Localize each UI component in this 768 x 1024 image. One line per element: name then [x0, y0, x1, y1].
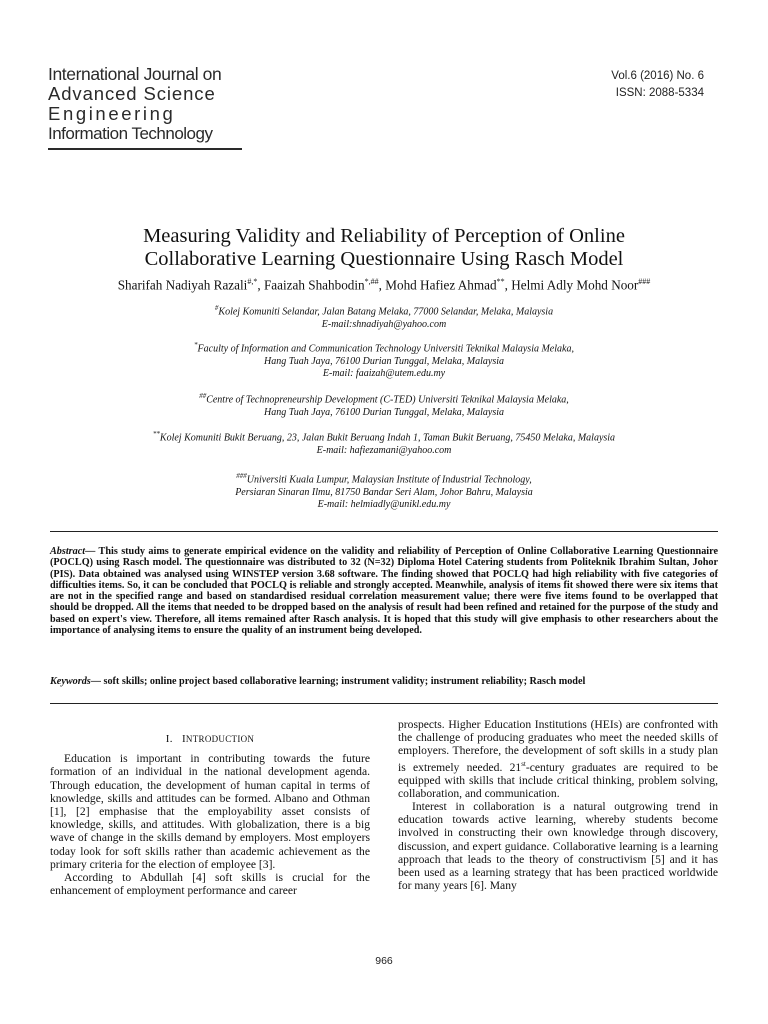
journal-name-line4: Information Technology — [48, 124, 213, 143]
author-name: Sharifah Nadiyah Razali — [117, 277, 248, 293]
volume-info: Vol.6 (2016) No. 6 — [611, 70, 704, 82]
section-title-rest: NTRODUCTION — [185, 734, 255, 744]
paragraph-text: -century graduates are required to be equipped with skills that include critical thinking, problem solving, collaboration, and communication. — [398, 760, 718, 800]
author-name: Helmi Adly Mohd Noor — [511, 277, 639, 293]
journal-name-line2: Advanced Science — [48, 83, 216, 104]
author-mark: *,## — [364, 277, 379, 286]
affiliation-mark: # — [214, 304, 219, 312]
divider-top — [50, 531, 718, 532]
affiliation-line: Centre of Technopreneurship Development (C-TED) Universiti Teknikal Malaysia Melaka, — [206, 394, 569, 406]
paragraph: Education is important in contributing towards the future formation of an individual in the national development agenda. Through education, the development of human capital in terms of knowledge, skills and attitudes can be formed. Albano and Othman [1], [2] emphasise that the employability asset consists of knowledge, skills, and attitudes. With globalization, there is a big wave of change in the skills demand by employers. Most employers today look for soft skills rather than academic achievement as the primary criteria for the election of employee [3]. — [50, 752, 370, 871]
paragraph: Interest in collaboration is a natural outgrowing trend in education towards active learning, whereby students become involved in constructing their own knowledge through discovery, discussion, and expert guidance. Collaborative learning is a learning approach that leads to the theory of constructivism [5] and it has been used as a learning strategy that has been practiced worldwide for many years [6]. Many — [398, 800, 718, 893]
journal-name-line1: International Journal on — [48, 64, 222, 84]
paper-title — [0, 225, 768, 271]
affiliation-mark: ### — [236, 472, 247, 480]
affiliation-line: Persiaran Sinaran Ilmu, 81750 Bandar Seri Alam, Johor Bahru, Malaysia — [235, 486, 533, 498]
superscript: st — [521, 759, 526, 768]
section-title-initial: I — [181, 733, 186, 745]
affiliation-line: Kolej Komuniti Bukit Beruang, 23, Jalan Bukit Beruang Indah 1, Taman Bukit Beruang, 75450 Melaka, Malaysia — [159, 432, 616, 444]
journal-logo — [48, 64, 248, 150]
title-line-1: Measuring Validity and Reliability of Perception of Online — [143, 225, 625, 247]
abstract — [50, 546, 718, 636]
affiliation-2 — [0, 339, 768, 381]
author-name: Mohd Hafiez Ahmad — [385, 277, 497, 293]
paragraph — [398, 718, 718, 800]
affiliation-email: E-mail: helmiadly@unikl.edu.my — [317, 499, 451, 511]
affiliation-mark: ## — [199, 392, 207, 400]
author-sep: , — [504, 277, 512, 293]
affiliation-email: E-mail:shnadiyah@yahoo.com — [321, 318, 447, 330]
author-sep: , — [378, 277, 386, 293]
journal-name-line3: Engineering — [48, 103, 176, 124]
section-number: I. — [165, 733, 173, 745]
author-name: Faaizah Shahbodin — [263, 277, 365, 293]
abstract-label: Abstract — [50, 546, 86, 557]
issn-info: ISSN: 2088-5334 — [615, 87, 704, 99]
affiliation-email: E-mail: faaizah@utem.edu.my — [322, 368, 446, 380]
left-column — [50, 733, 370, 897]
affiliation-1 — [0, 302, 768, 331]
logo-underline — [48, 148, 242, 150]
keywords — [50, 676, 718, 687]
keywords-label: Keywords — [50, 676, 91, 687]
affiliation-line: Faculty of Information and Communication Technology Universiti Teknikal Malaysia Melaka, — [197, 343, 574, 355]
abstract-text: — This study aims to generate empirical evidence on the validity and reliability of Perception of Online Collaborative Learning Questionnaire (POCLQ) using Rasch model. The questionnaire was distributed to 32 (N=32) Diploma Hotel Catering students from Politeknik Ibrahim Sultan, Johor (PIS). Data obtained was analysed using WINSTEP version 3.68 software. The finding showed that POCLQ had high reliability with five categories of difficulties items. So, it can be concluded that POCLQ is reliable and strongly accepted. Meanwhile, analysis of items fit showed there were six items that are not in the specified range and based on standardised residual correlation measurement value; there were five items found to be overlapped that should be dropped. All the items that needed to be dropped based on the analysis of result had been refined and retained for the purpose of the study and based on expert's view. Therefore, all items remained after Rasch analysis. It is hoped that this study will give emphasis to other researchers about the importance of analysing items to ensure the quality of an instrument being developed. — [50, 546, 718, 637]
affiliation-line: Kolej Komuniti Selandar, Jalan Batang Melaka, 77000 Selandar, Melaka, Malaysia — [218, 306, 554, 318]
title-line-2: Collaborative Learning Questionnaire Using Rasch Model — [144, 248, 624, 270]
right-column — [398, 718, 718, 893]
paragraph: According to Abdullah [4] soft skills is crucial for the enhancement of employment performance and career — [50, 871, 370, 898]
paragraph-text: prospects. Higher Education Institutions (HEIs) are confronted with the challenge of producing graduates who meet the needed skills of employers. Therefore, the development of soft skills in a study plan is extremely needed. 21 — [398, 718, 718, 774]
affiliation-email: E-mail: hafiezamani@yahoo.com — [316, 444, 452, 456]
affiliation-mark: ** — [152, 430, 160, 438]
journal-meta — [611, 68, 704, 102]
section-heading — [50, 733, 370, 746]
author-mark: ** — [496, 277, 505, 286]
divider-bottom — [50, 703, 718, 704]
author-list — [0, 277, 768, 293]
author-sep: , — [257, 277, 264, 293]
affiliation-3 — [0, 390, 768, 419]
author-mark: #,* — [247, 277, 258, 286]
affiliation-mark: * — [194, 341, 198, 349]
affiliation-4 — [0, 428, 768, 457]
affiliation-line: Hang Tuah Jaya, 76100 Durian Tunggal, Melaka, Malaysia — [264, 406, 504, 418]
page-number: 966 — [375, 955, 393, 967]
affiliation-5 — [0, 470, 768, 512]
author-mark: ### — [638, 277, 651, 286]
keywords-text: — soft skills; online project based collaborative learning; instrument validity; instrument reliability; Rasch model — [90, 676, 586, 687]
affiliation-line: Hang Tuah Jaya, 76100 Durian Tunggal, Melaka, Malaysia — [264, 355, 504, 367]
affiliation-line: Universiti Kuala Lumpur, Malaysian Institute of Industrial Technology, — [246, 474, 532, 486]
